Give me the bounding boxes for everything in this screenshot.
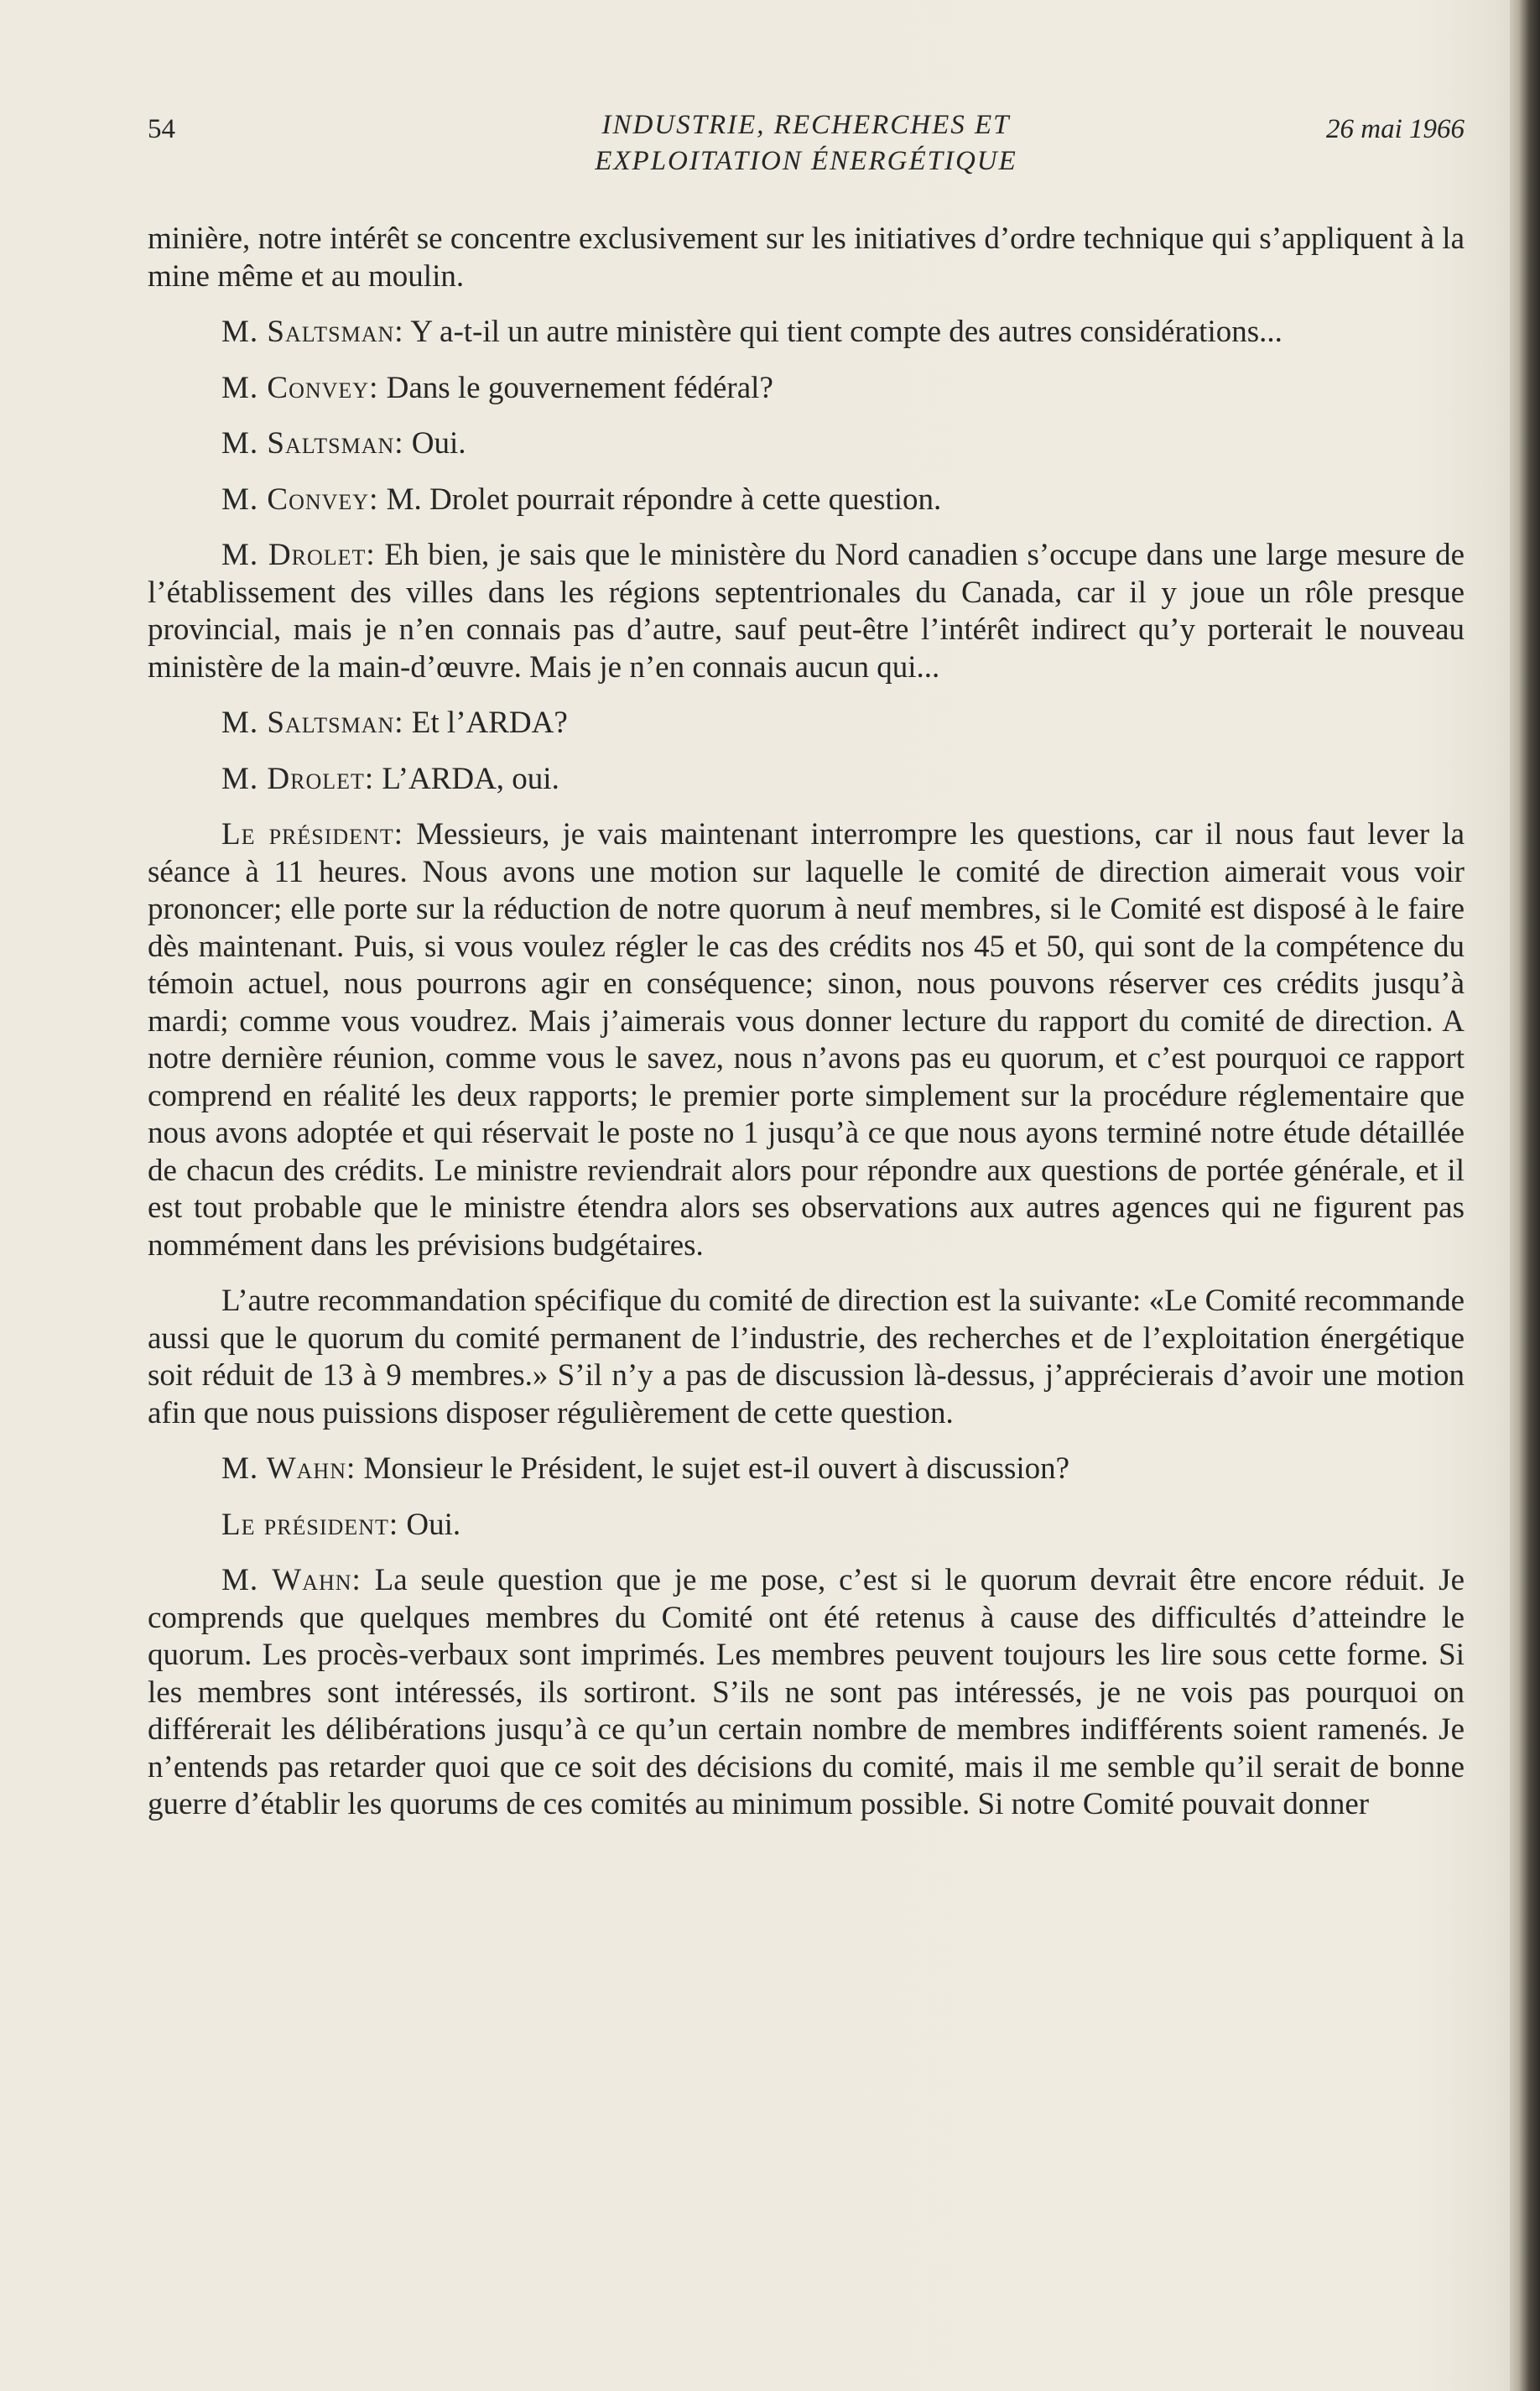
speech-text: Dans le gouvernement fédéral? <box>378 370 773 405</box>
header-title-line-1: INDUSTRIE, RECHERCHES ET <box>601 110 1011 140</box>
speaker-label: M. Drolet: <box>221 538 376 572</box>
speech-text: M. Drolet pourrait répondre à cette question. <box>378 482 942 517</box>
speaker-label: M. Drolet: <box>221 761 375 796</box>
speech-paragraph <box>148 1507 1465 1545</box>
transcript-body <box>148 221 1465 1842</box>
speech-paragraph <box>148 425 1465 463</box>
paragraph <box>148 221 1465 295</box>
speech-text: L’ARDA, oui. <box>374 761 559 796</box>
speaker-label: M. Saltsman: <box>221 426 404 461</box>
speech-text: Messieurs, je vais maintenant interrompre les questions, car il nous faut lever la séance à 11 heures. Nous avons une motion sur laquelle le comité de direction aimerait vous voir prononcer; elle porte sur la réduction de notre quorum à neuf membres, si le Comité est disposé à le faire dès maintenant. Puis, si vous voulez régler le cas des crédits nos 45 et 50, qui sont de la compétence du témoin actuel, nous pourrons agir en conséquence; sinon, nous pouvons réserver ces crédits jusqu’à mardi; comme vous voudrez. Mais j’aimerais vous donner lecture du rapport du comité de direction. A notre dernière réunion, comme vous le savez, nous n’avons pas eu quorum, et c’est pourquoi ce rapport comprend en réalité les deux rapports; le premier porte simplement sur la procédure réglementaire que nous avons adoptée et qui réservait le poste no 1 jusqu’à ce que nous ayons terminé notre étude détaillée de chacun des crédits. Le ministre reviendrait alors pour répondre aux questions de portée générale, et il est tout probable que le ministre étendra alors ses observations aux autres agences qui ne figurent pas nommément dans les prévisions budgétaires. <box>148 817 1465 1263</box>
paragraph-text: minière, notre intérêt se concentre exclusivement sur les initiatives d’ordre technique qui s’appliquent à la mine même et au moulin. <box>148 221 1465 294</box>
speech-text: Et l’ARDA? <box>403 706 568 740</box>
speech-paragraph <box>148 482 1465 519</box>
paragraph-text: L’autre recommandation spécifique du comité de direction est la suivante: «Le Comité recommande aussi que le quorum du comité permanent de l’industrie, des recherches et de l’exploitation énergétique soit réduit de 13 à 9 membres.» S’il n’y a pas de discussion là-dessus, j’apprécierais d’avoir une motion afin que nous puissions disposer régulièrement de cette question. <box>148 1284 1465 1430</box>
speech-text: Oui. <box>398 1507 461 1542</box>
speech-paragraph <box>148 761 1465 799</box>
speaker-label: Le président: <box>221 1507 399 1542</box>
header-title <box>148 107 1465 180</box>
speaker-label: M. Saltsman: <box>221 315 404 349</box>
page-binding-edge <box>1510 0 1540 2391</box>
speech-text: Oui. <box>403 426 466 461</box>
header-date: 26 mai 1966 <box>1326 114 1465 144</box>
speaker-label: M. Convey: <box>221 370 379 405</box>
speaker-label: M. Saltsman: <box>221 706 404 740</box>
speaker-label: Le président: <box>221 817 403 852</box>
page-number: 54 <box>148 114 175 144</box>
speech-paragraph <box>148 370 1465 408</box>
speech-text: Monsieur le Président, le sujet est-il ouvert à discussion? <box>356 1451 1070 1486</box>
speaker-label: M. Convey: <box>221 482 379 517</box>
speech-paragraph <box>148 816 1465 1264</box>
speech-text: Eh bien, je sais que le ministère du Nord canadien s’occupe dans une large mesure de l’établissement des villes dans les régions septentrionales du Canada, car il y joue un rôle presque provincial, mais je n’en connais pas d’autre, sauf peut-être l’intérêt indirect qu’y porterait le nouveau ministère de la main-d’œuvre. Mais je n’en connais aucun qui... <box>148 538 1465 685</box>
header-title-line-2: EXPLOITATION ÉNERGÉTIQUE <box>595 146 1017 176</box>
paragraph <box>148 1283 1465 1432</box>
speech-text: La seule question que je me pose, c’est si le quorum devrait être encore réduit. Je comprends que quelques membres du Comité ont été retenus à cause des difficultés d’atteindre le quorum. Les procès-verbaux sont imprimés. Les membres peuvent toujours les lire sous cette forme. Si les membres sont intéressés, ils sortiront. S’ils ne sont pas intéressés, je ne vois pas pourquoi on différerait les délibérations jusqu’à ce qu’un certain nombre de membres indifférents soient ramenés. Je n’entends pas retarder quoi que ce soit des décisions du comité, mais il me semble qu’il serait de bonne guerre d’établir les quorums de ces comités au minimum possible. Si notre Comité pouvait donner <box>148 1563 1465 1821</box>
speech-text: Y a-t-il un autre ministère qui tient compte des autres considérations... <box>403 315 1282 349</box>
speech-paragraph <box>148 705 1465 742</box>
speech-paragraph <box>148 1562 1465 1824</box>
speaker-label: M. Wahn: <box>221 1451 356 1486</box>
speech-paragraph <box>148 537 1465 686</box>
speech-paragraph <box>148 1451 1465 1488</box>
running-header <box>148 107 1465 191</box>
speaker-label: M. Wahn: <box>221 1563 362 1597</box>
speech-paragraph <box>148 314 1465 352</box>
